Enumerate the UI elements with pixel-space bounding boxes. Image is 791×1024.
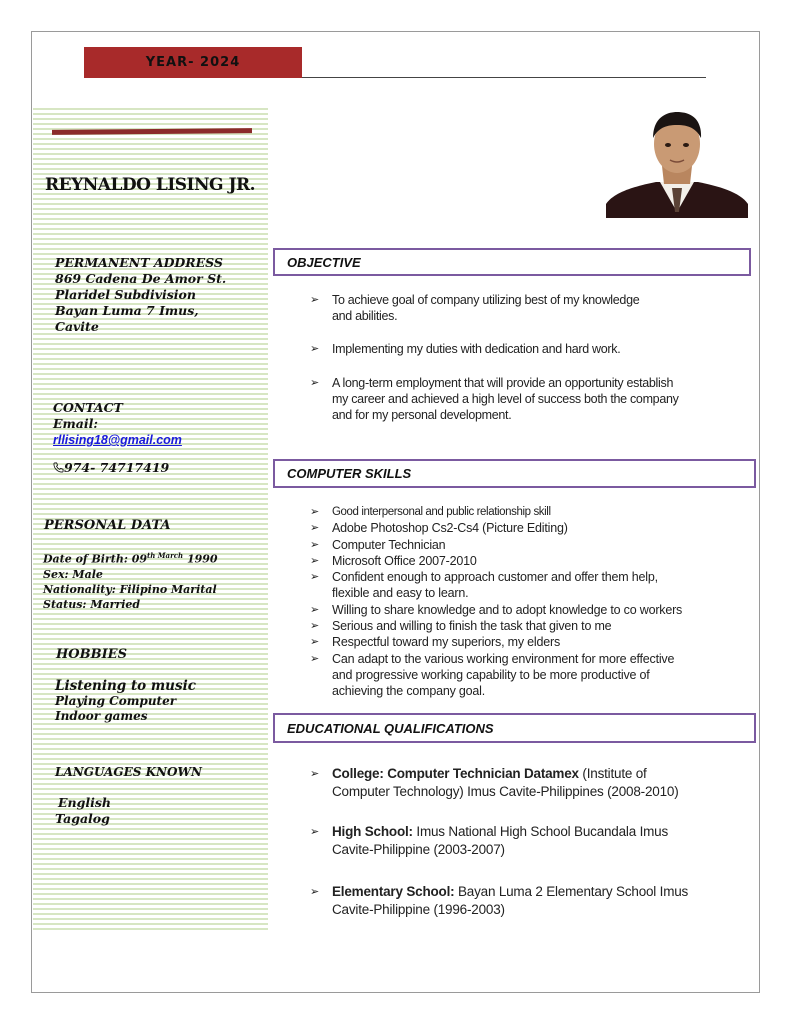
computer-skills-heading: COMPUTER SKILLS <box>273 459 756 488</box>
objective-heading: OBJECTIVE <box>273 248 751 276</box>
marital-status: Status: Married <box>43 597 141 611</box>
address-line: Plaridel Subdivision <box>55 287 196 302</box>
languages-heading: LANGUAGES KNOWN <box>55 765 202 779</box>
address-heading: PERMANENT ADDRESS <box>55 255 223 270</box>
languages-block <box>55 795 111 827</box>
hobby-item: Indoor games <box>55 709 148 723</box>
list-item: ➢ Serious and willing to finish the task that given to me <box>310 618 682 634</box>
address-line: Cavite <box>55 319 99 334</box>
phone-icon <box>53 462 64 473</box>
list-item: ➢ To achieve goal of company utilizing best of my knowledge and abilities. <box>310 292 679 324</box>
list-item: ➢ Computer Technician <box>310 537 682 553</box>
address-line: Bayan Luma 7 Imus, <box>55 303 199 318</box>
list-item: ➢ Implementing my duties with dedication and hard work. <box>310 341 679 357</box>
personal-heading: PERSONAL DATA <box>44 518 171 533</box>
list-item: ➢ Can adapt to the various working environment for more effective and progressive working capability to be more productive of achieving the company goal. <box>310 651 682 700</box>
email-link[interactable]: rllising18@gmail.com <box>53 433 182 447</box>
profile-photo <box>606 108 748 218</box>
list-item: ➢ Confident enough to approach customer and offer them help, flexible and easy to learn. <box>310 569 682 602</box>
year-banner <box>84 47 302 78</box>
phone-number: 974- 74717419 <box>64 460 170 475</box>
hobbies-block <box>55 678 196 724</box>
hobby-item: Playing Computer <box>55 694 177 708</box>
list-item: ➢ Respectful toward my superiors, my elders <box>310 634 682 650</box>
language-item: English <box>58 795 111 810</box>
portrait-icon <box>606 108 748 218</box>
hobbies-heading: HOBBIES <box>56 647 127 662</box>
contact-block <box>53 400 182 476</box>
nationality: Nationality: Filipino Marital <box>43 582 217 596</box>
list-item: ➢ Adobe Photoshop Cs2-Cs4 (Picture Editing) <box>310 520 682 536</box>
language-item: Tagalog <box>55 811 110 826</box>
objective-list <box>310 292 679 423</box>
address-line: 869 Cadena De Amor St. <box>55 271 227 286</box>
list-item: ➢ Willing to share knowledge and to adopt knowledge to co workers <box>310 602 682 618</box>
hobby-item: Listening to music <box>55 678 196 694</box>
education-heading: EDUCATIONAL QUALIFICATIONS <box>273 713 756 743</box>
personal-block <box>43 548 218 612</box>
email-label: Email: <box>53 416 98 431</box>
phone-row <box>53 460 182 476</box>
list-item: ➢ Elementary School: Bayan Luma 2 Elementary School Imus Cavite-Philippine (1996-2003) <box>310 883 688 919</box>
sex: Sex: Male <box>43 567 103 581</box>
date-of-birth: Date of Birth: $09^{th March}$ 1990 <box>43 551 218 566</box>
candidate-name: REYNALDO LISING JR. <box>45 175 256 195</box>
address-block <box>55 255 226 335</box>
list-item: ➢ Good interpersonal and public relationship skill <box>310 504 682 520</box>
year-label: YEAR- 2024 <box>145 55 241 70</box>
header-rule <box>302 77 706 78</box>
list-item: ➢ High School: Imus National High School Bucandala Imus Cavite-Philippine (2003-2007) <box>310 823 688 859</box>
list-item: ➢ A long-term employment that will provide an opportunity establish my career and achieved a high level of success both the company and for my personal development. <box>310 375 679 423</box>
education-list <box>310 765 688 919</box>
list-item: ➢ Microsoft Office 2007-2010 <box>310 553 682 569</box>
list-item: ➢ College: Computer Technician Datamex (Institute of Computer Technology) Imus Cavite-Philippines (2008-2010) <box>310 765 688 801</box>
contact-heading: CONTACT <box>53 400 123 415</box>
skills-list <box>310 504 682 700</box>
